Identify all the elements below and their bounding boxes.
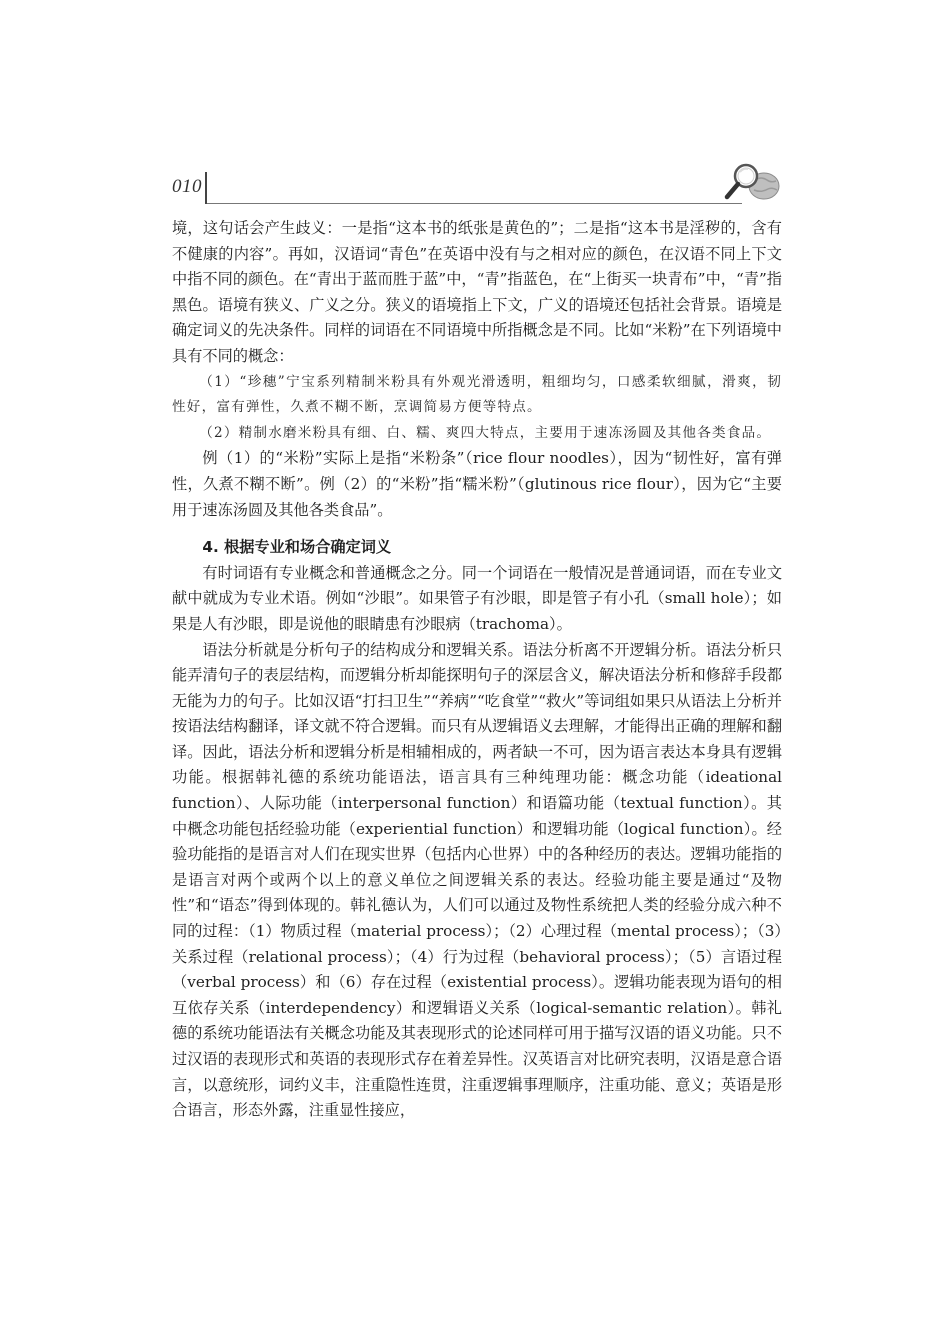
paragraph-context: 境，这句话会产生歧义：一是指“这本书的纸张是黄色的”；二是指“这本书是淫秽的，含有不健康的内容”。再如，汉语词“青色”在英语中没有与之相对应的颜色，在汉语不同上下文中指不同的颜色。在“青出于蓝而胜于蓝”中，“青”指蓝色，在“上街买一块青布”中，“青”指黑色。语境有狭义、广义之分。狭义的语境指上下文，广义的语境还包括社会背景。语境是确定词义的先决条件。同样的词语在不同语境中所指概念是不同。比如“米粉”在下列语境中具有不同的概念： xyxy=(172,219,782,365)
section-heading: 4. 根据专业和场合确定词义 xyxy=(202,538,392,557)
page-body xyxy=(172,216,782,1124)
example-2: （2）精制水磨米粉具有细、白、糯、爽四大特点，主要用于速冻汤圆及其他各类食品。 xyxy=(199,424,772,441)
magnifier-globe-icon xyxy=(722,160,782,206)
paragraph-examples-explained: 例（1）的“米粉”实际上是指“米粉条”（rice flour noodles），因为“韧性好，富有弹性，久煮不糊不断”。例（2）的“米粉”指“糯米粉”（glutinous rice flour），因为它“主要用于速冻汤圆及其他各类食品”。 xyxy=(172,449,782,519)
paragraph-grammar-logic: 语法分析就是分析句子的结构成分和逻辑关系。语法分析离不开逻辑分析。语法分析只能弄清句子的表层结构，而逻辑分析却能探明句子的深层含义，解决语法分析和修辞手段都无能为力的句子。比如汉语“打扫卫生”“养病”“吃食堂”“救火”等词组如果只从语法上分析并按语法结构翻译，译文就不符合逻辑。而只有从逻辑语义去理解，才能得出正确的理解和翻译。因此，语法分析和逻辑分析是相辅相成的，两者缺一不可，因为语言表达本身具有逻辑功能。根据韩礼德的系统功能语法，语言具有三种纯理功能：概念功能（ideational function）、人际功能（interpersonal function）和语篇功能（textual function）。其中概念功能包括经验功能（experiential function）和逻辑功能（logical function）。经验功能指的是语言对人们在现实世界（包括内心世界）中的各种经历的表达。逻辑功能指的是语言对两个或两个以上的意义单位之间逻辑关系的表达。经验功能主要是通过“及物性”和“语态”得到体现的。韩礼德认为，人们可以通过及物性系统把人类的经验分成六种不同的过程：（1）物质过程（material process）；（2）心理过程（mental process）；（3）关系过程（relational process）；（4）行为过程（behavioral process）；（5）言语过程（verbal process）和（6）存在过程（existential process）。逻辑功能表现为语句的相互依存关系（interdependency）和逻辑语义关系（logical-semantic relation）。韩礼德的系统功能语法有关概念功能及其表现形式的论述同样可用于描写汉语的语义功能。只不过汉语的表现形式和英语的表现形式存在着差异性。汉英语言对比研究表明，汉语是意合语言，以意统形，词约义丰，注重隐性连贯，注重逻辑事理顺序，注重功能、意义；英语是形合语言，形态外露，注重显性接应， xyxy=(172,640,782,1120)
header-divider xyxy=(205,172,207,204)
header-rule xyxy=(207,203,742,204)
paragraph-terms: 有时词语有专业概念和普通概念之分。同一个词语在一般情况是普通词语，而在专业文献中就成为专业术语。例如“沙眼”。如果管子有沙眼，即是管子有小孔（small hole）；如果是人有沙眼，即是说他的眼睛患有沙眼病（trachoma）。 xyxy=(172,563,782,633)
example-1: （1）“珍穗”宁宝系列精制米粉具有外观光滑透明，粗细均匀，口感柔软细腻，滑爽，韧性好，富有弹性，久煮不糊不断，烹调简易方便等特点。 xyxy=(172,373,782,416)
page-number: 010 xyxy=(172,176,202,197)
page-header xyxy=(172,170,782,210)
